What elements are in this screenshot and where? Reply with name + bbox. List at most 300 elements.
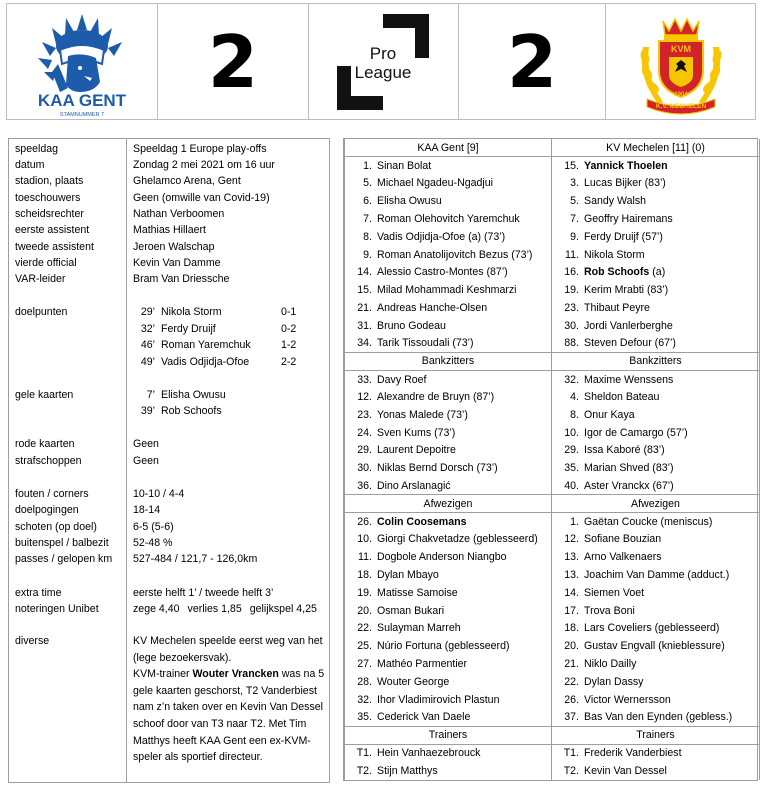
label-scheidsrechter: scheidsrechter [15,208,84,220]
team-header-row [345,139,760,157]
section-header-away: Afwezigen [552,495,760,513]
lineup-row [345,459,760,477]
diverse-paragraph-1: KV Mechelen speelde eerst weg van het (lege bezoekersvak). [133,635,323,664]
player-name: Dino Arslanagić [377,479,451,492]
shirt-number: 19. [357,586,372,599]
match-info-table [8,138,330,783]
shirt-number: 26. [564,693,579,706]
shirt-number: 35. [564,462,579,475]
shirt-number: 3. [570,177,579,190]
label-vierde-official: vierde official [15,257,77,269]
player-cell [552,673,760,691]
shirt-number: 10. [357,533,372,546]
player-name: Gaëtan Coucke (meniscus) [584,515,713,528]
player-cell [552,531,760,549]
odds-win: zege 4,40 [133,603,180,615]
player-cell [345,281,552,299]
card-minute: 39’ [140,405,155,417]
player-cell [345,424,552,442]
player-name: Ihor Vladimirovich Plastun [377,693,500,706]
pro-league-logo [333,12,433,112]
player-cell [552,335,760,353]
away-logo-year: 1904 [674,91,688,98]
shirt-number: 12. [564,533,579,546]
bench-header-row [345,353,760,371]
lineup-row [345,317,760,335]
player-cell [552,424,760,442]
shirt-number: 31. [357,319,372,332]
value-buitenspel: 52-48 % [133,537,173,549]
label-noteringen: noteringen Unibet [15,603,99,615]
section-header-home: Trainers [345,726,552,744]
player-cell [552,548,760,566]
player-name: Lars Coveliers (geblesseerd) [584,622,720,635]
player-cell [552,299,760,317]
player-cell [345,175,552,193]
player-name: Victor Wernersson [584,693,671,706]
player-cell [345,370,552,388]
label-speeldag: speeldag [15,143,59,155]
player-cell [552,281,760,299]
shirt-number: 21. [564,658,579,670]
player-cell [552,406,760,424]
player-cell [552,637,760,655]
home-logo-subtitle: STAMNUMMER 7 [59,111,104,118]
player-name: Núrio Fortuna (geblesseerd) [377,640,510,653]
player-name: Alexandre de Bruyn (87’) [377,391,495,404]
away-score-cell [459,4,607,119]
away-logo-letters: KVM [670,43,691,54]
shirt-number: 5. [570,195,579,208]
goal-scorer: Nikola Storm [161,306,222,318]
player-cell [345,709,552,727]
shirt-number: 30. [357,462,372,475]
section-header-away: Trainers [552,726,760,744]
player-cell [552,602,760,620]
shirt-number: 8. [570,408,579,421]
league-logo-cell [309,4,459,119]
player-cell [552,691,760,709]
value-vierde-official: Kevin Van Damme [133,257,221,269]
player-cell [345,406,552,424]
player-cell [345,513,552,531]
player-cell [345,210,552,228]
player-name: Marian Shved (83’) [584,462,674,475]
player-cell [552,584,760,602]
lineup-row [345,584,760,602]
shirt-number: 17. [564,604,579,617]
goal-row [133,354,323,370]
player-cell [345,548,552,566]
home-score: 2 [207,19,258,104]
player-cell [552,762,760,780]
player-cell [345,620,552,638]
player-name: Roman Anatolijovitch Bezus (73’) [377,248,533,261]
player-cell [345,317,552,335]
player-cell [345,228,552,246]
absent-header-row [345,495,760,513]
value-toeschouwers: Geen (omwille van Covid-19) [133,192,270,204]
card-player: Elisha Owusu [161,389,226,401]
shirt-number: 1. [363,159,372,172]
player-name: Alessio Castro-Montes (87’) [377,266,508,279]
shirt-number: 22. [357,622,372,635]
player-cell [345,637,552,655]
value-strafschoppen: Geen [133,455,159,467]
shirt-number: 12. [357,391,372,404]
player-name: Dogbole Anderson Niangbo [377,551,507,564]
shirt-number: 28. [357,675,372,688]
player-cell [552,620,760,638]
shirt-number: 25. [357,640,372,653]
label-var-leider: VAR-leider [15,273,66,285]
value-doelpogingen: 18-14 [133,504,161,516]
card-minute: 7’ [146,389,155,401]
player-name: Osman Bukari [377,604,445,617]
lineup-row [345,673,760,691]
shirt-number: 27. [357,658,372,670]
lineup-row [345,762,760,780]
player-name: Sofiane Bouzian [584,533,662,546]
player-cell [552,442,760,460]
player-name: Kerim Mrabti (83’) [584,284,669,297]
shirt-number: 32. [564,373,579,386]
goal-scorer: Ferdy Druijf [161,323,216,335]
shirt-number: 6. [363,195,372,208]
diverse-text: KVM-trainer [133,668,193,681]
shirt-number: 18. [564,622,579,635]
section-header-away: Bankzitters [552,353,760,371]
player-name: Aster Vranckx (67’) [584,479,674,492]
goal-minute: 29’ [140,306,155,318]
home-logo-name: KAA GENT [37,90,126,110]
diverse-coach-name: Wouter Vrancken [192,668,279,681]
kaa-gent-logo [22,6,142,118]
goal-score: 0-1 [281,306,297,318]
shirt-number: 20. [357,604,372,617]
label-fouten-corners: fouten / corners [15,488,89,500]
value-noteringen [133,601,325,617]
odds-loss: verlies 1,85 [187,603,242,615]
player-name: Bruno Godeau [377,319,446,332]
value-fouten-corners: 10-10 / 4-4 [133,488,185,500]
player-cell [552,317,760,335]
lineup-row [345,744,760,762]
shirt-number: 1. [570,515,579,528]
player-name: Onur Kaya [584,408,635,421]
player-cell [552,192,760,210]
goal-scorer: Vadis Odjidja-Ofoe [161,356,250,368]
player-cell [345,192,552,210]
shirt-number: 30. [564,319,579,332]
player-cell [345,673,552,691]
shirt-number: 8. [363,230,372,243]
goal-minute: 46’ [140,339,155,351]
shirt-number: 33. [357,373,372,386]
goal-score: 0-2 [281,323,297,335]
shirt-number: 34. [357,337,372,350]
player-cell [552,477,760,495]
player-cell [345,477,552,495]
player-name: Stijn Matthys [377,764,438,777]
away-score: 2 [507,19,558,104]
player-cell [345,602,552,620]
player-cell [552,370,760,388]
value-stadion: Ghelamco Arena, Gent [133,175,241,187]
goal-row [133,337,323,353]
lineup-body [345,139,760,780]
player-name: Lucas Bijker (83’) [584,177,666,190]
shirt-number: 23. [564,302,579,315]
lineup-row [345,602,760,620]
player-name: Cederick Van Daele [377,711,471,724]
value-speeldag: Speeldag 1 Europe play-offs [133,143,267,155]
lineup-row [345,299,760,317]
lineup-row [345,531,760,549]
player-name: Sulayman Marreh [377,622,461,635]
player-cell [552,228,760,246]
lineup-row [345,157,760,175]
player-name: Sheldon Bateau [584,391,660,404]
shirt-number: T2. [563,764,579,777]
goal-score: 2-2 [281,356,297,368]
trainers-header-row [345,726,760,744]
player-cell [345,264,552,282]
lineup-row [345,442,760,460]
label-doelpunten: doelpunten [15,306,68,318]
player-name: Steven Defour (67’) [584,337,676,350]
lineup-row [345,335,760,353]
label-toeschouwers: toeschouwers [15,192,81,204]
player-name: Yannick Thoelen [584,159,668,172]
card-player: Rob Schoofs [161,405,222,417]
value-diverse [133,633,325,766]
player-cell [345,691,552,709]
player-name: Niklas Bernd Dorsch (73’) [377,462,498,475]
value-scheidsrechter: Nathan Verboomen [133,208,225,220]
player-name: Sinan Bolat [377,159,432,172]
goal-row [133,321,323,337]
card-row [133,403,323,419]
shirt-number: 15. [564,159,579,172]
player-cell [552,709,760,727]
player-name: Tarik Tissoudali (73’) [377,337,474,350]
player-name: Ferdy Druijf (57’) [584,230,663,243]
player-cell [345,531,552,549]
player-cell [345,246,552,264]
section-header-home: KAA Gent [9] [345,139,552,157]
player-name: Colin Coosemans [377,515,467,528]
shirt-number: 20. [564,640,579,653]
goal-minute: 32’ [140,323,155,335]
section-header-away: KV Mechelen [11] (0) [552,139,760,157]
shirt-number: 24. [357,426,372,439]
value-passes: 527-484 / 121,7 - 126,0km [133,553,258,565]
label-gele-kaarten: gele kaarten [15,389,74,401]
label-doelpogingen: doelpogingen [15,504,79,516]
shirt-number: 16. [564,266,579,279]
lineup-row [345,388,760,406]
lineup-row [345,637,760,655]
shirt-number: 7. [363,213,372,226]
player-name: Niklo Dailly [584,658,637,670]
player-name: Geoffry Hairemans [584,213,673,226]
player-cell [345,655,552,673]
player-suffix: (a) [649,266,666,279]
player-name: Laurent Depoitre [377,444,456,457]
player-name: Bas Van den Eynden (gebless.) [584,711,733,724]
player-name: Thibaut Peyre [584,302,650,315]
player-name: Sven Kums (73’) [377,426,456,439]
lineup-row [345,513,760,531]
player-name: Jordi Vanlerberghe [584,319,673,332]
league-logo-line2: League [355,62,412,82]
player-cell [345,335,552,353]
lineup-table [343,138,758,781]
diverse-text: was na 5 gele kaarten geschorst, T2 Vanderbiest nam z’n taken over en Kevin Van Dessel schoof door van T3 naar T2. Met Tim Matthys heeft KAA Gent een ex-KVM-speler als sportief directeur. [133,668,325,764]
away-logo-ribbon: K.V. MECHELEN [655,102,706,110]
label-strafschoppen: strafschoppen [15,455,82,467]
player-cell [345,442,552,460]
player-name: Issa Kaboré (83’) [584,444,665,457]
shirt-number: 4. [570,391,579,404]
shirt-number: 29. [564,444,579,457]
value-rode-kaarten: Geen [133,438,159,450]
shirt-number: 11. [565,248,579,261]
player-cell [345,459,552,477]
lineup-row [345,246,760,264]
shirt-number: 35. [357,711,372,724]
match-header [6,3,756,120]
shirt-number: 11. [358,551,372,564]
shirt-number: 13. [564,551,579,564]
label-diverse: diverse [15,635,50,647]
player-cell [552,744,760,762]
lineup-row [345,370,760,388]
player-name: Igor de Camargo (57’) [584,426,688,439]
shirt-number: 7. [570,213,579,226]
shirt-number: 23. [357,408,372,421]
player-name: Yonas Malede (73’) [377,408,468,421]
label-tweede-assistent: tweede assistent [15,241,94,253]
player-name: Andreas Hanche-Olsen [377,302,488,315]
shirt-number: 19. [564,284,579,297]
value-var-leider: Bram Van Driessche [133,273,230,285]
home-team-logo-cell [7,4,158,119]
player-name: Milad Mohammadi Keshmarzi [377,284,517,297]
value-datum: Zondag 2 mei 2021 om 16 uur [133,159,275,171]
lineup-row [345,424,760,442]
shirt-number: 15. [357,284,372,297]
value-eerste-assistent: Mathias Hillaert [133,224,207,236]
shirt-number: 21. [357,302,372,315]
player-cell [552,566,760,584]
player-cell [552,157,760,175]
goal-score: 1-2 [281,339,297,351]
odds-draw: gelijkspel 4,25 [249,603,317,615]
player-name: Dylan Dassy [584,675,644,688]
player-cell [552,264,760,282]
shirt-number: 88. [564,337,579,350]
lineup-row [345,691,760,709]
player-name: Arno Valkenaers [584,551,662,564]
player-name: Davy Roef [377,373,427,386]
lineup-row [345,709,760,727]
player-cell [345,744,552,762]
lineup-row [345,175,760,193]
shirt-number: T1. [356,747,372,760]
label-passes: passes / gelopen km [15,553,113,565]
player-cell [552,459,760,477]
player-name: Joachim Van Damme (adduct.) [584,569,730,582]
shirt-number: 10. [564,426,579,439]
shirt-number: 14. [564,586,579,599]
shirt-number: 14. [357,266,372,279]
player-name: Frederik Vanderbiest [584,747,682,760]
player-cell [345,299,552,317]
lineup-row [345,210,760,228]
player-name: Mathéo Parmentier [377,658,468,670]
lineup-row [345,566,760,584]
goal-scorer: Roman Yaremchuk [161,339,251,351]
league-logo-line1: Pro [370,43,397,63]
lineup-row [345,655,760,673]
player-name: Gustav Engvall (knieblessure) [584,640,725,653]
section-header-home: Bankzitters [345,353,552,371]
lineup-row [345,406,760,424]
lineup-row [345,264,760,282]
player-name: Vadis Odjidja-Ofoe (a) (73’) [377,230,506,243]
player-cell [345,584,552,602]
player-name: Giorgi Chakvetadze (geblesseerd) [377,533,538,546]
player-name: Nikola Storm [584,248,645,261]
player-cell [345,388,552,406]
player-cell [552,513,760,531]
goal-row [133,304,323,320]
shirt-number: T1. [563,747,579,760]
lineup-row [345,192,760,210]
player-name: Roman Olehovitch Yaremchuk [377,213,520,226]
label-schoten: schoten (op doel) [15,521,97,533]
label-rode-kaarten: rode kaarten [15,438,75,450]
value-schoten: 6-5 (5-6) [133,521,174,533]
player-cell [345,566,552,584]
shirt-number: 40. [564,479,579,492]
shirt-number: 32. [357,693,372,706]
player-cell [552,210,760,228]
label-extra-time: extra time [15,587,62,599]
shirt-number: 18. [357,569,372,582]
player-name: Sandy Walsh [584,195,647,208]
player-name: Dylan Mbayo [377,569,439,582]
lineup-row [345,228,760,246]
player-cell [345,762,552,780]
label-buitenspel: buitenspel / balbezit [15,537,109,549]
goal-minute: 49’ [140,356,155,368]
column-divider [126,139,127,782]
player-name: Rob Schoofs [584,266,650,279]
away-team-logo-cell [606,4,755,119]
player-name: Kevin Van Dessel [584,764,667,777]
section-header-home: Afwezigen [345,495,552,513]
card-row [133,387,323,403]
kv-mechelen-logo [633,7,729,117]
player-name: Maxime Wenssens [584,373,674,386]
player-name: Trova Boni [584,604,635,617]
shirt-number: 5. [363,177,372,190]
player-cell [552,246,760,264]
player-cell [552,655,760,673]
